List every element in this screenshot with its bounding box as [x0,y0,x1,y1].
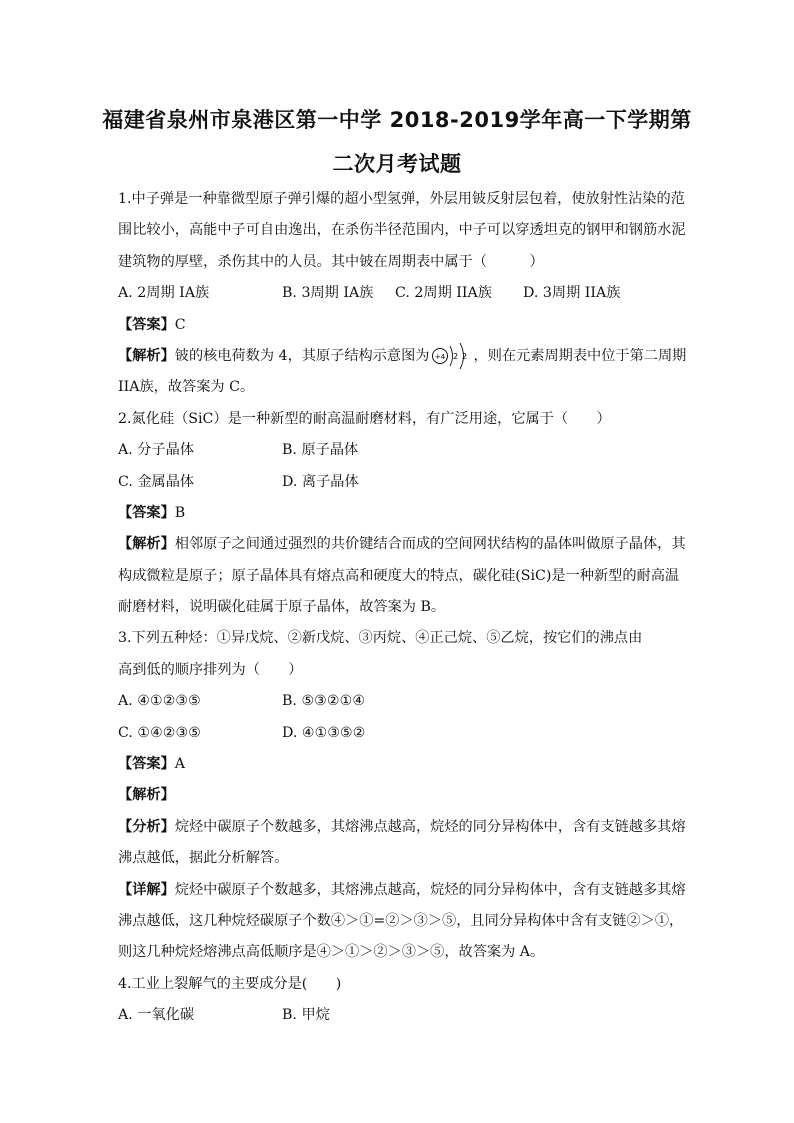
xiangjie-tag: 【详解】 [118,881,175,898]
q2-analysis-line-3: 耐磨材料，说明碳化硅属于原子晶体，故答案为 B。 [118,599,446,616]
answer-tag: 【答案】 [118,756,175,773]
shell-1-electrons: 2 [452,351,458,361]
q4-option-b: B. 甲烷 [282,1007,330,1024]
q2-options-row-2 [118,467,686,498]
answer-value: C [174,316,186,333]
answer-tag: 【答案】 [118,316,175,333]
q3-option-b: B. ⑤③②①④ [282,693,366,710]
q2-analysis-text: 相邻原子之间通过强烈的共价键结合而成的空间网状结构的晶体叫做原子晶体，其 [174,536,686,553]
analysis-tag: 【解析】 [118,536,175,553]
q3-options-row-2 [118,718,686,749]
q2-stem: 2.氮化硅（SiC）是一种新型的耐高温耐磨材料，有广泛用途，它属于（ ） [118,410,611,427]
q3-fenxi-line-1 [118,812,686,843]
q1-option-d: D. 3周期 IIA族 [523,285,621,302]
q3-option-a: A. ④①②③⑤ [118,693,201,710]
q2-option-a: A. 分子晶体 [118,442,195,459]
q1-analysis-pre: 铍的核电荷数为 4，其原子结构示意图为 [174,347,430,364]
q1-analysis-line-1 [118,341,686,372]
q1-options [118,278,686,309]
q3-options-row-1 [118,686,686,717]
q4-option-a: A. 一氧化碳 [118,1007,195,1024]
fenxi-tag: 【分析】 [118,818,175,835]
answer-tag: 【答案】 [118,504,175,521]
q1-option-a: A. 2周期 IA族 [118,285,210,302]
q3-option-c: C. ①④②③⑤ [118,724,201,741]
nucleus-charge: +4 [434,352,445,361]
q3-xiangjie-line-1 [118,875,686,906]
q2-option-b: B. 原子晶体 [282,442,359,459]
q3-analysis-tag: 【解析】 [118,787,175,804]
q1-stem-line-1: 1.中子弹是一种靠微型原子弹引爆的超小型氢弹，外层用铍反射层包着，使放射性沾染的范 [118,191,685,207]
q2-answer [118,498,686,529]
q2-options-row-1 [118,435,686,466]
q2-option-c: C. 金属晶体 [118,473,195,490]
q1-stem-line-2: 围比较小，高能中子可自由逸出，在杀伤半径范围内，中子可以穿透坦克的钢甲和钢筋水泥 [118,222,686,239]
q2-analysis-line-1 [118,529,686,560]
document-title-line-2: 二次月考试题 [332,152,462,176]
document-title-line-1: 福建省泉州市泉港区第一中学 2018-2019学年高一下学期第 [102,108,692,132]
answer-value: A [174,756,186,773]
q3-stem-line-1: 3.下列五种烃：①异戊烷、②新戊烷、③丙烷、④正己烷、⑤乙烷，按它们的沸点由 [118,630,643,647]
answer-value: B [174,504,186,521]
analysis-tag: 【解析】 [118,347,175,364]
q2-analysis-line-2: 构成微粒是原子；原子晶体具有熔点高和硬度大的特点，碳化硅(SiC)是一种新型的耐高温 [118,567,680,584]
q3-fenxi-line-2: 沸点越低，据此分析解答。 [118,850,289,867]
q1-answer [118,310,686,341]
q3-stem-line-2: 高到低的顺序排列为（ ） [118,661,303,678]
q1-analysis-post: ，则在元素周期表中位于第二周期 [473,347,686,364]
shell-2-electrons: 2 [461,351,467,361]
q1-stem-line-3: 建筑物的厚壁，杀伤其中的人员。其中铍在周期表中属于（ ） [118,253,544,270]
q3-option-d: D. ④①③⑤② [282,724,366,741]
q3-fenxi-text: 烷烃中碳原子个数越多，其熔沸点越高，烷烃的同分异构体中，含有支链越多其熔 [174,818,686,835]
q3-xiangjie-line-3: 则这几种烷烃熔沸点高低顺序是④＞①＞②＞③＞⑤，故答案为 A。 [118,944,545,961]
q2-option-d: D. 离子晶体 [282,473,359,490]
q4-options-row-1 [118,1000,686,1031]
q4-stem: 4.工业上裂解气的主要成分是( ) [118,975,342,992]
q3-xiangjie-text: 烷烃中碳原子个数越多，其熔沸点越高，烷烃的同分异构体中，含有支链越多其熔 [174,881,686,898]
atom-structure-diagram [431,341,473,371]
q1-option-c: C. 2周期 IIA族 [395,285,492,302]
q1-option-b: B. 3周期 IA族 [282,285,374,302]
document-body [118,184,686,1032]
q3-xiangjie-line-2: 沸点越低，这几种烷烃碳原子个数④＞①=②＞③＞⑤，且同分异构体中含有支链②＞①， [118,912,684,929]
q3-answer [118,749,686,780]
q1-analysis-line-2: IIA族，故答案为 C。 [118,379,255,396]
